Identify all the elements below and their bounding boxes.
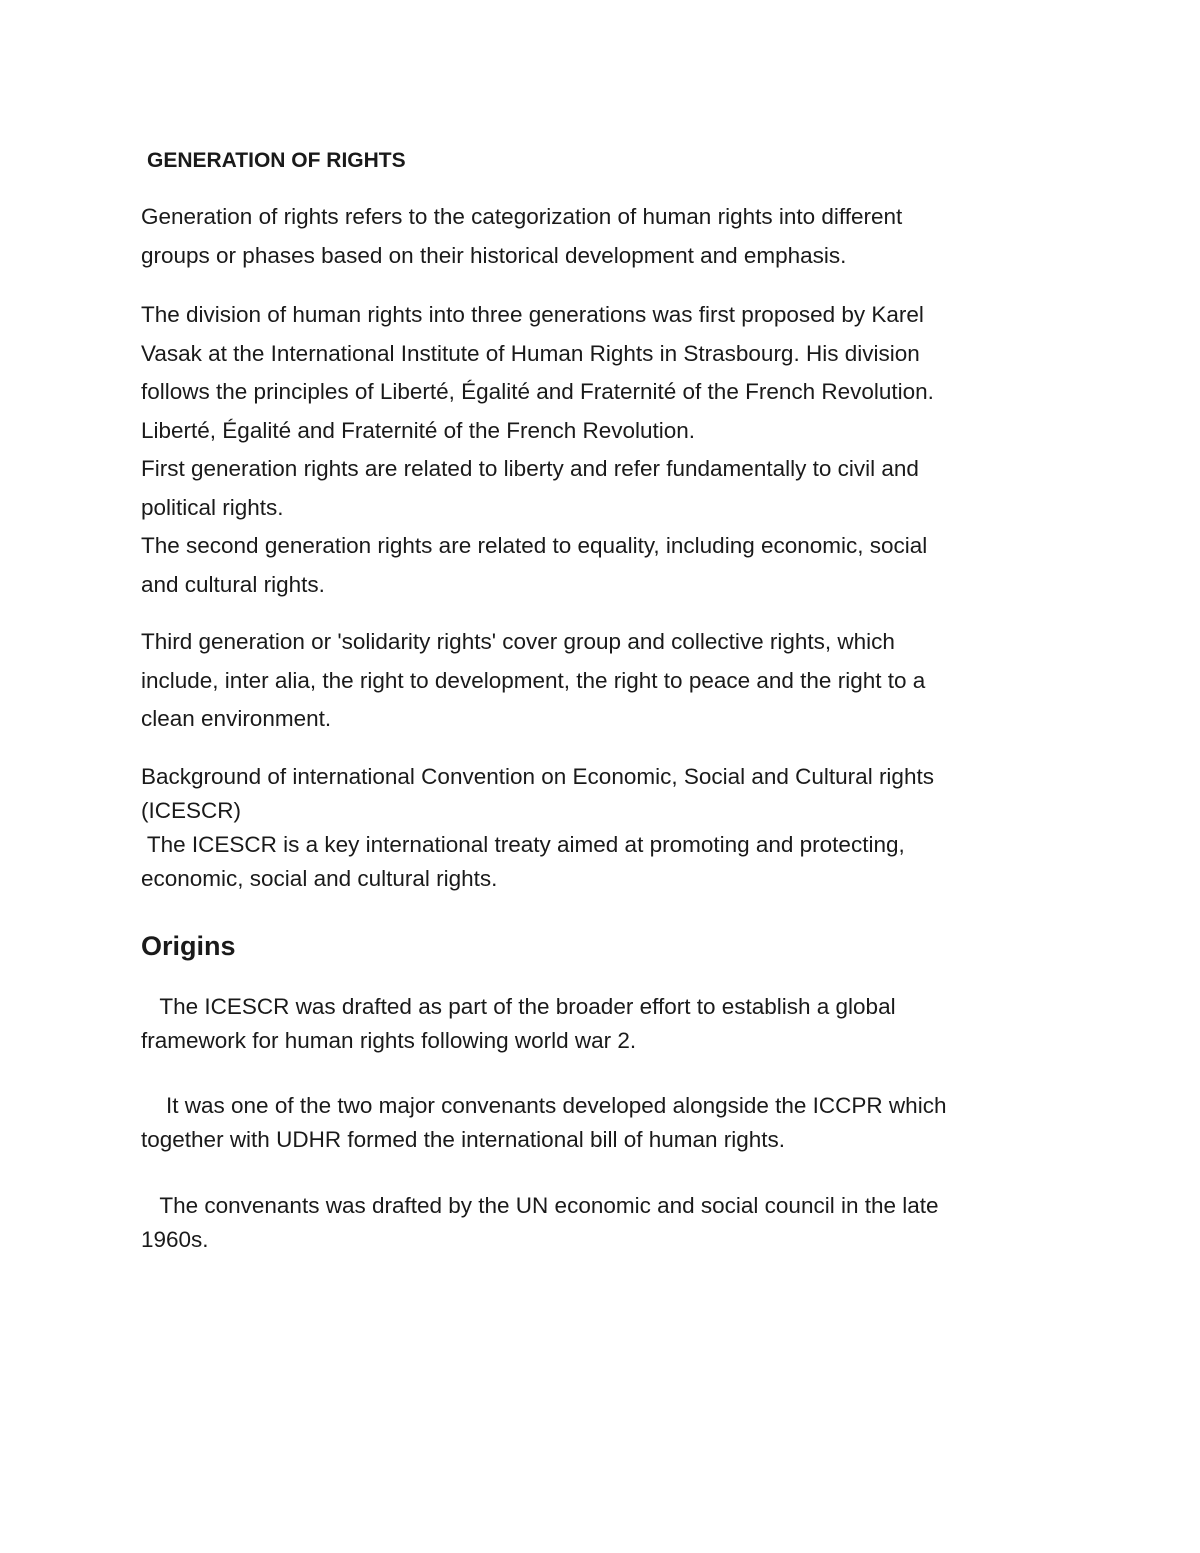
origins-heading: Origins [141, 931, 236, 961]
intro-line: Generation of rights refers to the categorization of human rights into different [141, 204, 903, 229]
division-line: political rights. [141, 494, 284, 520]
origins-paragraph-3 [141, 1189, 1056, 1257]
third-line: include, inter alia, the right to development, the right to peace and the right to a [141, 667, 926, 693]
origins-p2-line: It was one of the two major convenants developed alongside the ICCPR which [141, 1093, 947, 1118]
division-line: The division of human rights into three generations was first proposed by Karel [141, 302, 924, 327]
origins-p2-line: together with UDHR formed the international bill of human rights. [141, 1127, 786, 1152]
division-paragraph [141, 296, 1056, 604]
third-line: Third generation or 'solidarity rights' cover group and collective rights, which [141, 629, 895, 654]
division-line: and cultural rights. [141, 571, 325, 597]
background-line: (ICESCR) [141, 798, 241, 823]
division-line: follows the principles of Liberté, Égalité and Fraternité of the French Revolution. [141, 379, 934, 404]
third-generation-paragraph [141, 623, 1056, 739]
origins-p3-line: The convenants was drafted by the UN economic and social council in the late [141, 1193, 939, 1218]
background-line: The ICESCR is a key international treaty aimed at promoting and protecting, [141, 832, 905, 857]
origins-p1-line: The ICESCR was drafted as part of the broader effort to establish a global [141, 994, 896, 1019]
origins-paragraph-2 [141, 1089, 1056, 1157]
background-paragraph [141, 760, 1056, 896]
origins-paragraph-1 [141, 990, 1056, 1058]
origins-p1-line: framework for human rights following world war 2. [141, 1028, 637, 1053]
division-line: Vasak at the International Institute of Human Rights in Strasbourg. His division [141, 340, 920, 366]
division-line: Liberté, Égalité and Fraternité of the French Revolution. [141, 417, 696, 443]
document-title: GENERATION OF RIGHTS [147, 149, 406, 172]
origins-p3-line: 1960s. [141, 1227, 209, 1252]
intro-paragraph [141, 198, 1056, 275]
third-line: clean environment. [141, 706, 332, 731]
background-line: economic, social and cultural rights. [141, 866, 498, 891]
division-line: First generation rights are related to liberty and refer fundamentally to civil and [141, 456, 919, 481]
division-line: The second generation rights are related to equality, including economic, social [141, 533, 928, 558]
background-line: Background of international Convention on Economic, Social and Cultural rights [141, 764, 934, 789]
intro-line: groups or phases based on their historical development and emphasis. [141, 242, 847, 268]
